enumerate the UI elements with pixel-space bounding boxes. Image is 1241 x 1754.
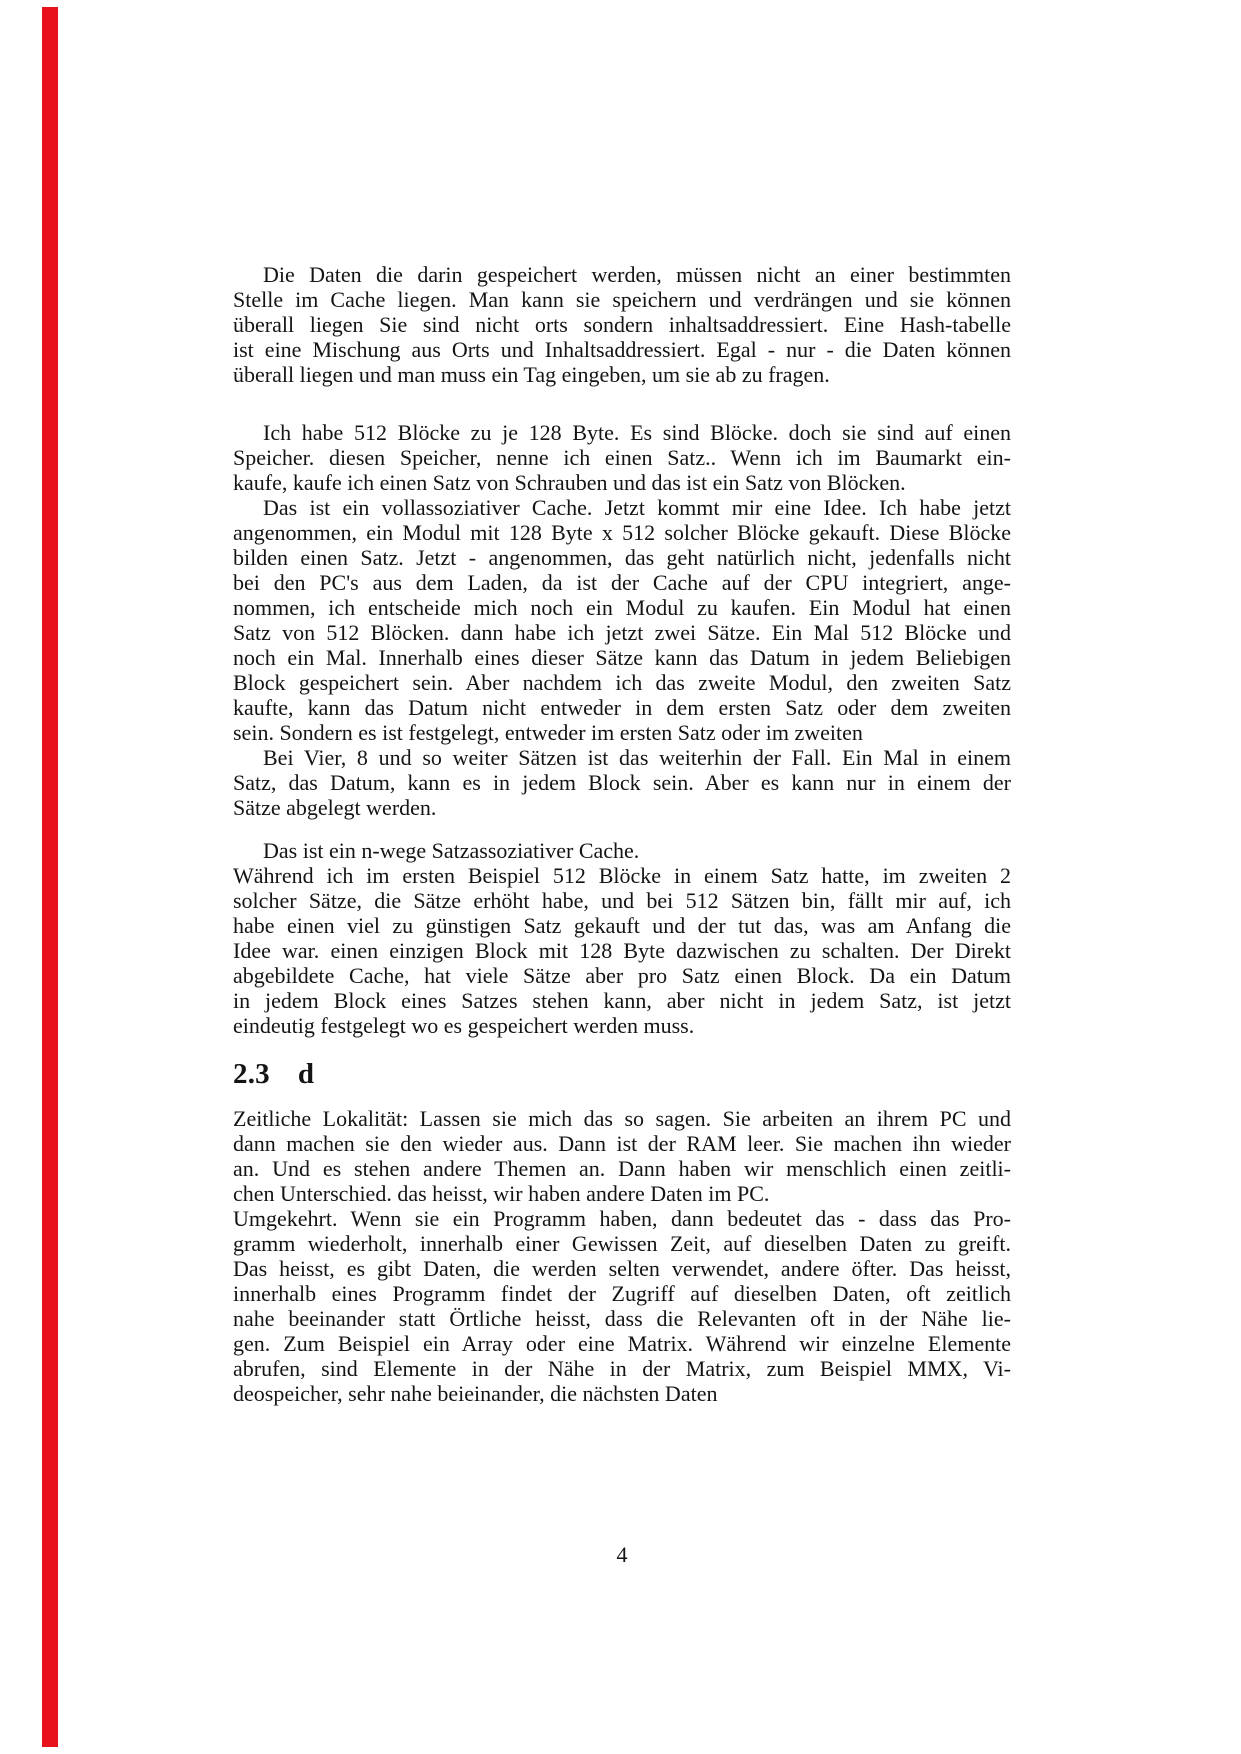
text-line: ist eine Mischung aus Orts und Inhaltsaddressiert. Egal - nur - die Daten können <box>233 337 1011 362</box>
text-line: Sätze abgelegt werden. <box>233 795 437 820</box>
text-line: kaufte, kann das Datum nicht entweder in dem ersten Satz oder dem zweiten <box>233 695 1011 720</box>
section-heading <box>233 1057 1011 1091</box>
text-line: solcher Sätze, die Sätze erhöht habe, und bei 512 Sätzen bin, fällt mir auf, ich <box>233 888 1011 913</box>
text-line: Das ist ein n-wege Satzassoziativer Cache. <box>263 838 640 863</box>
text-line: innerhalb eines Programm findet der Zugriff auf dieselben Daten, oft zeitlich <box>233 1281 1011 1306</box>
text-line: Ich habe 512 Blöcke zu je 128 Byte. Es sind Blöcke. doch sie sind auf einen <box>263 420 1011 445</box>
text-line: nahe beeinander statt Örtliche heisst, dass die Relevanten oft in der Nähe lie- <box>233 1306 1011 1331</box>
text-line: Das ist ein vollassoziativer Cache. Jetzt kommt mir eine Idee. Ich habe jetzt <box>263 495 1011 520</box>
text-line: abrufen, sind Elemente in der Nähe in der Matrix, zum Beispiel MMX, Vi- <box>233 1356 1011 1381</box>
text-line: deospeicher, sehr nahe beieinander, die nächsten Daten <box>233 1381 718 1406</box>
text-line: Die Daten die darin gespeichert werden, müssen nicht an einer bestimmten <box>263 262 1011 287</box>
text-line: Satz, das Datum, kann es in jedem Block sein. Aber es kann nur in einem der <box>233 770 1011 795</box>
body-text <box>233 262 1011 1406</box>
text-line: bei den PC's aus dem Laden, da ist der Cache auf der CPU integriert, ange- <box>233 570 1011 595</box>
text-line: in jedem Block eines Satzes stehen kann, aber nicht in jedem Satz, ist jetzt <box>233 988 1011 1013</box>
text-line: Das heisst, es gibt Daten, die werden selten verwendet, andere öfter. Das heisst, <box>233 1256 1011 1281</box>
text-line: nommen, ich entscheide mich noch ein Modul zu kaufen. Ein Modul hat einen <box>233 595 1011 620</box>
text-line: Stelle im Cache liegen. Man kann sie speichern und verdrängen und sie können <box>233 287 1011 312</box>
section-number: 2.3 <box>233 1058 270 1090</box>
text-line: Satz von 512 Blöcken. dann habe ich jetzt zwei Sätze. Ein Mal 512 Blöcke und <box>233 620 1011 645</box>
text-line: eindeutig festgelegt wo es gespeichert werden muss. <box>233 1013 695 1038</box>
text-line: überall liegen und man muss ein Tag eingeben, um sie ab zu fragen. <box>233 362 830 387</box>
text-line: noch ein Mal. Innerhalb eines dieser Sätze kann das Datum in jedem Beliebigen <box>233 645 1011 670</box>
text-line: dann machen sie den wieder aus. Dann ist der RAM leer. Sie machen ihn wieder <box>233 1131 1011 1156</box>
paragraph <box>233 745 1011 820</box>
text-line: Idee war. einen einzigen Block mit 128 Byte dazwischen zu schalten. Der Direkt <box>233 938 1011 963</box>
page-number: 4 <box>616 1542 628 1567</box>
text-line: chen Unterschied. das heisst, wir haben andere Daten im PC. <box>233 1181 770 1206</box>
text-line: angenommen, ein Modul mit 128 Byte x 512 solcher Blöcke gekauft. Diese Blöcke <box>233 520 1011 545</box>
text-line: gramm wiederholt, innerhalb einer Gewissen Zeit, auf dieselben Daten zu greift. <box>233 1231 1011 1256</box>
paragraph <box>233 863 1011 1038</box>
text-line: überall liegen Sie sind nicht orts sondern inhaltsaddressiert. Eine Hash-tabelle <box>233 312 1011 337</box>
change-bar <box>42 7 58 1747</box>
section-title: d <box>297 1058 315 1090</box>
text-line: Während ich im ersten Beispiel 512 Blöcke in einem Satz hatte, im zweiten 2 <box>233 863 1011 888</box>
text-line: abgebildete Cache, hat viele Sätze aber pro Satz einen Block. Da ein Datum <box>233 963 1011 988</box>
paragraph <box>233 838 1011 863</box>
paragraph <box>233 420 1011 495</box>
paragraph <box>233 495 1011 745</box>
body-section-2 <box>233 1106 1011 1406</box>
paragraph <box>233 1106 1011 1206</box>
text-line: Speicher. diesen Speicher, nenne ich einen Satz.. Wenn ich im Baumarkt ein- <box>233 445 1011 470</box>
text-line: habe einen viel zu günstigen Satz gekauft und der tut das, was am Anfang die <box>233 913 1011 938</box>
text-line: kaufe, kaufe ich einen Satz von Schrauben und das ist ein Satz von Blöcken. <box>233 470 906 495</box>
paragraph <box>233 262 1011 387</box>
text-line: bilden einen Satz. Jetzt - angenommen, das geht natürlich nicht, jedenfalls nicht <box>233 545 1011 570</box>
text-line: Umgekehrt. Wenn sie ein Programm haben, dann bedeutet das - dass das Pro- <box>233 1206 1011 1231</box>
paragraph <box>233 1206 1011 1406</box>
text-line: gen. Zum Beispiel ein Array oder eine Matrix. Während wir einzelne Elemente <box>233 1331 1011 1356</box>
text-line: Bei Vier, 8 und so weiter Sätzen ist das weiterhin der Fall. Ein Mal in einem <box>263 745 1011 770</box>
text-line: sein. Sondern es ist festgelegt, entweder im ersten Satz oder im zweiten <box>233 720 863 745</box>
text-line: an. Und es stehen andere Themen an. Dann haben wir menschlich einen zeitli- <box>233 1156 1011 1181</box>
body-section-1 <box>233 262 1011 1038</box>
text-line: Zeitliche Lokalität: Lassen sie mich das so sagen. Sie arbeiten an ihrem PC und <box>233 1106 1011 1131</box>
text-line: Block gespeichert sein. Aber nachdem ich das zweite Modul, den zweiten Satz <box>233 670 1011 695</box>
